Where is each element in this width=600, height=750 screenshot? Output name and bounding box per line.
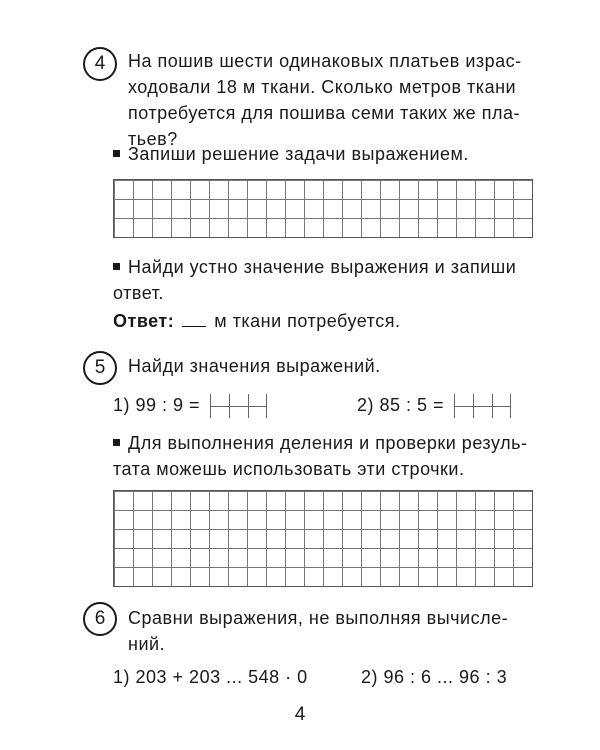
page-number: 4 [294, 704, 306, 725]
task4-answer [113, 308, 400, 334]
expr1-text: 1) 99 : 9 = [113, 395, 201, 415]
task4-instruction2 [113, 254, 553, 306]
task4-instruction1 [113, 141, 469, 167]
task5-instruction [113, 430, 553, 482]
task6-expression-2: 2) 96 : 6 ... 96 : 3 [361, 667, 508, 687]
task5-work-grid[interactable] [113, 490, 533, 587]
instruction2-line1: Найди устно значение выражения и запиши [128, 257, 517, 277]
task5-title: Найди значения выражений. [128, 356, 381, 376]
task4-line3: потребуется для пошива семи таких же пла- [128, 103, 520, 123]
task5-expression-1 [113, 392, 267, 418]
task6-text [128, 605, 558, 657]
task6-line2: ний. [128, 634, 166, 654]
task4-line1: На пошив шести одинаковых платьев израс- [128, 51, 522, 71]
bullet-icon [113, 263, 120, 270]
task-number-6: 6 [83, 602, 117, 636]
answer-blank[interactable] [182, 310, 206, 327]
expr2-answer-cells[interactable] [454, 394, 511, 418]
task6-expression-1: 1) 203 + 203 ... 548 · 0 [113, 667, 308, 687]
task4-line4: тьев? [128, 129, 178, 149]
bullet-icon [113, 150, 120, 157]
expr2-text: 2) 85 : 5 = [357, 395, 445, 415]
task4-text [128, 48, 558, 152]
task5-instruction-line1: Для выполнения деления и проверки резуль- [128, 433, 528, 453]
expr1-answer-cells[interactable] [210, 394, 267, 418]
instruction2-line2: ответ. [113, 283, 164, 303]
task-number-4: 4 [83, 47, 117, 81]
task5-expression-2 [357, 392, 511, 418]
task4-answer-grid[interactable] [113, 179, 533, 238]
task4-line2: ходовали 18 м ткани. Сколько метров ткани [128, 77, 517, 97]
task6-line1: Сравни выражения, не выполняя вычисле- [128, 608, 509, 628]
bullet-icon [113, 439, 120, 446]
instruction1-text: Запиши решение задачи выражением. [128, 144, 469, 164]
task-number-5: 5 [83, 351, 117, 385]
answer-label: Ответ: [113, 311, 175, 331]
task5-instruction-line2: тата можешь использовать эти строчки. [113, 459, 465, 479]
answer-suffix: м ткани потребуется. [214, 311, 401, 331]
